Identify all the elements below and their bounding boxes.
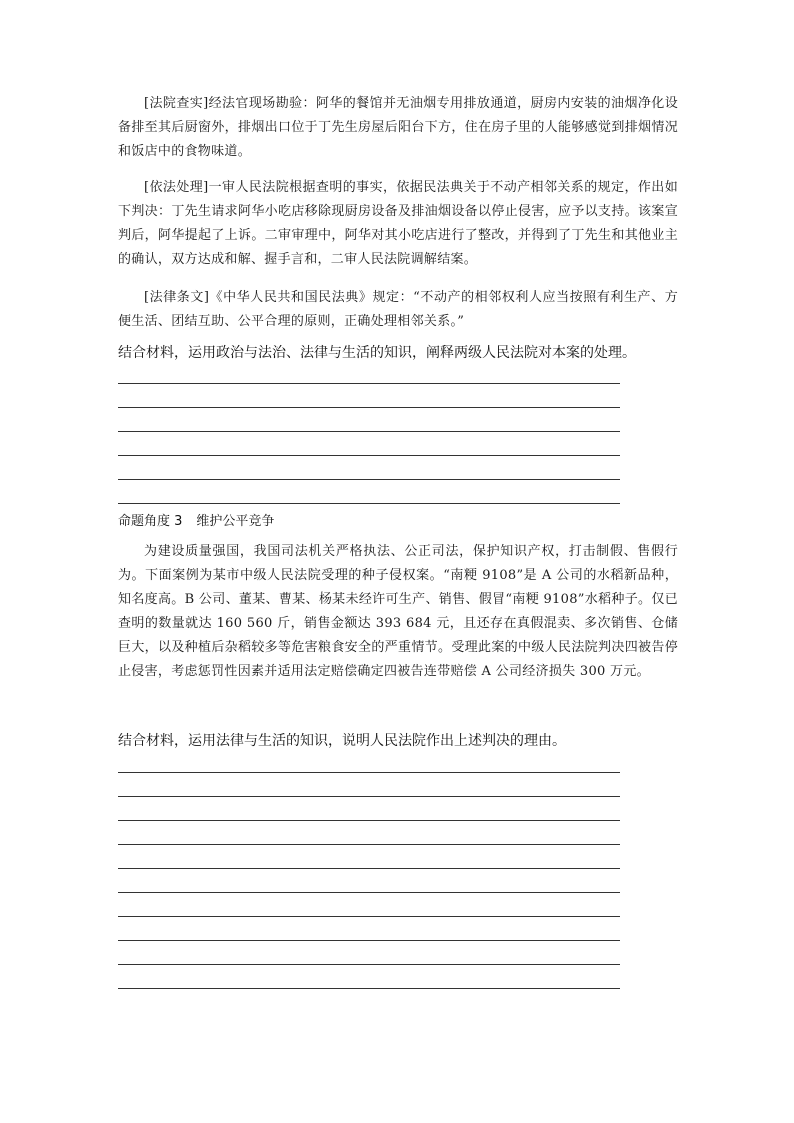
answer-line[interactable] [118,988,620,989]
answer-line[interactable] [118,503,620,504]
answer-line[interactable] [118,820,620,821]
court-findings-paragraph: [法院查实]经法官现场勘验：阿华的餐馆并无油烟专用排放通道，厨房内安装的油烟净化设备排至其后厨窗外，排烟出口位于丁先生房屋后阳台下方，住在房子里的人能够感觉到排烟情况和饭店中的食物味道。 [118,96,678,159]
answer-line[interactable] [118,868,620,869]
answer-line[interactable] [118,964,620,965]
answer-line[interactable] [118,455,620,456]
answer-line[interactable] [118,431,620,432]
answer-line[interactable] [118,940,620,941]
law-article-paragraph: [法律条文]《中华人民共和国民法典》规定：“不动产的相邻权利人应当按照有利生产、方便生活、团结互助、公平合理的原则，正确处理相邻关系。” [118,290,678,329]
answer-line[interactable] [118,916,620,917]
answer-line[interactable] [118,844,620,845]
answer-line[interactable] [118,383,620,384]
question-1: 结合材料，运用政治与法治、法律与生活的知识，阐释两级人民法院对本案的处理。 [118,345,636,361]
answer-line[interactable] [118,892,620,893]
answer-line[interactable] [118,772,620,773]
question-2: 结合材料，运用法律与生活的知识，说明人民法院作出上述判决的理由。 [118,733,566,749]
section-heading [118,512,274,532]
answer-line[interactable] [118,407,620,408]
answer-line[interactable] [118,796,620,797]
case-material-paragraph: 为建设质量强国，我国司法机关严格执法、公正司法，保护知识产权，打击制假、售假行为。下面案例为某市中级人民法院受理的种子侵权案。“南粳 9108”是 A 公司的水稻新品种，知名度高。B 公司、董某、曹某、杨某未经许可生产、销售、假冒“南粳 9108”水稻种子。仅已查明的数量就达 160 560 斤，销售金额达 393 684 元，且还存在真假混卖、多次销售、仓储巨大，以及种植后杂稻较多等危害粮食安全的严重情节。受理此案的中级人民法院判决四被告停止侵害，考虑惩罚性因素并适用法定赔偿确定四被告连带赔偿 A 公司经济损失 300 万元。 [118,544,678,679]
heading-title: 维护公平竞争 [196,514,275,529]
answer-line[interactable] [118,479,620,480]
legal-handling-paragraph: [依法处理]一审人民法院根据查明的事实，依据民法典关于不动产相邻关系的规定，作出如下判决：丁先生请求阿华小吃店移除现厨房设备及排油烟设备以停止侵害，应予以支持。该案宣判后，阿华提起了上诉。二审审理中，阿华对其小吃店进行了整改，并得到了丁先生和其他业主的确认，双方达成和解、握手言和，二审人民法院调解结案。 [118,180,678,267]
heading-number: 命题角度 3 [118,514,183,529]
